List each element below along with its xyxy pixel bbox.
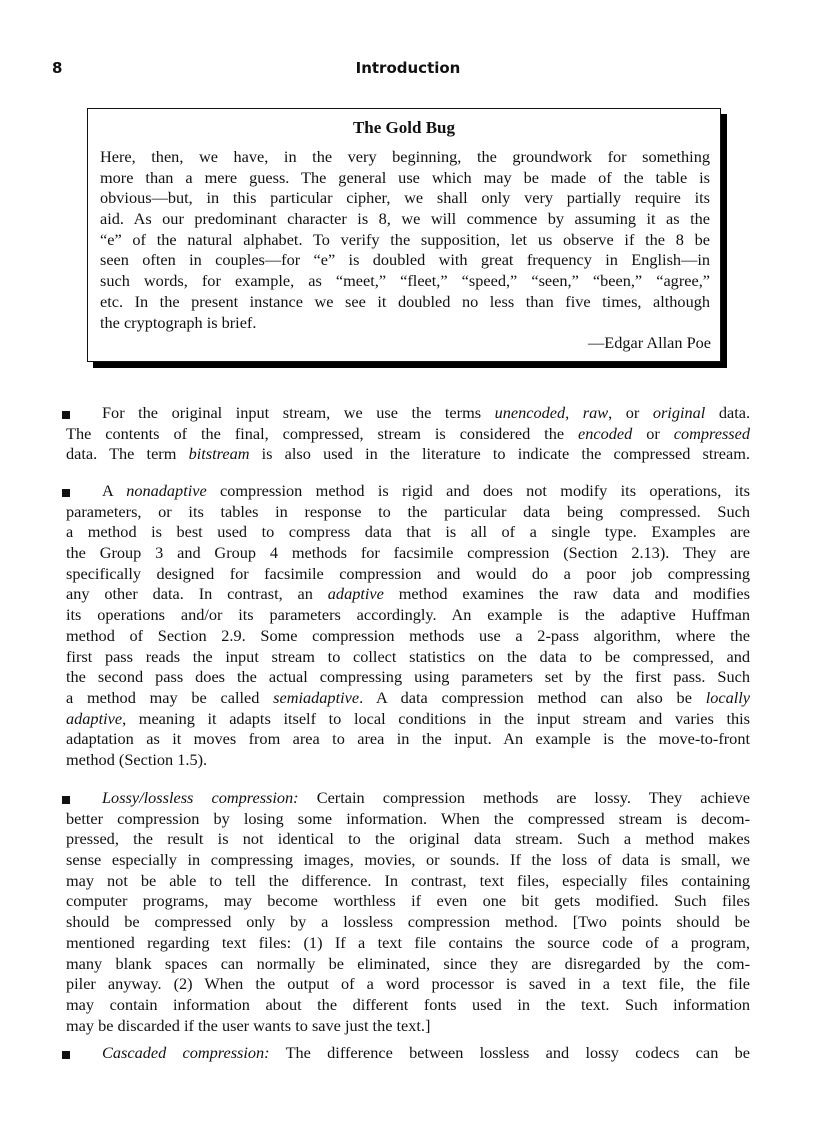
text-line — [100, 292, 710, 313]
text-run: mentioned regarding text files: (1) If a text file contains the source code of a program, — [66, 932, 750, 952]
text-run: many blank spaces can normally be eliminated, since they are disregarded by the com- — [66, 953, 750, 973]
text-line — [66, 522, 750, 543]
bullet-icon — [62, 1051, 70, 1059]
text-run: better compression by losing some information. When the compressed stream is decom- — [66, 808, 750, 828]
text-run: obvious—but, in this particular cipher, we shall only very partially require its — [100, 188, 710, 208]
text-run: the Group 3 and Group 4 methods for facsimile compression (Section 2.13). They are — [66, 543, 750, 563]
text-line — [66, 605, 750, 626]
text-run: pressed, the result is not identical to the original data stream. Such a method makes — [66, 829, 750, 849]
text-run: any other data. In contrast, an — [66, 584, 328, 604]
text-run: is also used in the literature to indicate the compressed stream. — [249, 444, 750, 464]
text-run: data. — [705, 403, 751, 422]
text-run: should be compressed only by a lossless compression method. [Two points should be — [66, 912, 750, 932]
text-run: method (Section 1.5). — [66, 749, 208, 769]
text-line — [100, 230, 710, 251]
text-run: A — [102, 481, 127, 500]
text-line — [66, 891, 750, 912]
text-line — [100, 271, 710, 292]
text-line — [66, 850, 750, 871]
text-run: adaptation as it moves from area to area in the input. An example is the move-to-front — [66, 729, 750, 749]
text-run: , meaning it adapts itself to local conditions in the input stream and varies this — [122, 708, 750, 728]
text-run: The difference between lossless and lossy codecs can be — [269, 1043, 750, 1062]
text-run: Certain compression methods are lossy. They achieve — [298, 788, 750, 807]
text-line — [66, 709, 750, 730]
bullet-icon — [62, 796, 70, 804]
text-line — [100, 168, 710, 189]
emphasis-text: semiadaptive — [273, 687, 360, 707]
text-line — [66, 933, 750, 954]
quote-title: The Gold Bug — [352, 118, 456, 137]
text-line — [66, 1016, 750, 1037]
text-run: , — [565, 403, 583, 422]
emphasis-text: nonadaptive — [126, 481, 207, 500]
emphasis-text: Cascaded compression: — [102, 1043, 270, 1062]
text-line — [66, 912, 750, 933]
text-line — [66, 809, 750, 830]
text-line — [66, 502, 750, 523]
emphasis-text: bitstream — [188, 444, 250, 464]
text-run: compression method is rigid and does not modify its operations, its — [206, 481, 750, 500]
text-run: The contents of the final, compressed, stream is considered the — [66, 423, 579, 443]
text-run: may not be able to tell the difference. In contrast, text files, especially files containing — [66, 870, 750, 890]
text-line — [66, 481, 750, 502]
text-line — [66, 444, 750, 465]
text-line — [66, 403, 750, 424]
text-line — [66, 688, 750, 709]
text-run: “e” of the natural alphabet. To verify the supposition, let us observe if the 8 be — [100, 229, 710, 249]
bullet-icon — [62, 411, 70, 419]
emphasis-text: encoded — [578, 423, 633, 443]
text-line — [66, 750, 750, 771]
text-line — [66, 1043, 750, 1064]
text-run: first pass reads the input stream to collect statistics on the data to be compressed, and — [66, 646, 750, 666]
emphasis-text: adaptive — [66, 708, 123, 728]
text-line — [66, 954, 750, 975]
text-run: . A data compression method can also be — [359, 687, 706, 707]
text-run: piler anyway. (2) When the output of a word processor is saved in a text file, the file — [66, 974, 750, 994]
page-number: 8 — [52, 59, 63, 77]
text-line — [66, 564, 750, 585]
bullet-icon — [62, 489, 70, 497]
text-run: etc. In the present instance we see it doubled no less than five times, although — [100, 291, 710, 311]
text-line — [66, 543, 750, 564]
text-run: or — [632, 423, 674, 443]
running-title: Introduction — [355, 59, 461, 77]
text-line — [66, 788, 750, 809]
text-run: seen often in couples—for “e” is doubled with great frequency in English—in — [100, 250, 710, 270]
text-run: the cryptograph is brief. — [100, 312, 257, 332]
paragraph-nonadaptive — [66, 481, 750, 771]
text-run: , or — [608, 403, 653, 422]
emphasis-text: raw — [582, 403, 609, 422]
text-line — [66, 974, 750, 995]
text-run: data. The term — [66, 444, 189, 464]
text-line — [66, 995, 750, 1016]
text-line — [100, 250, 710, 271]
text-run: more than a mere guess. The general use which may be made of the table is — [100, 167, 710, 187]
paragraph-unencoded-data — [66, 403, 750, 465]
text-run: Here, then, we have, in the very beginning, the groundwork for something — [100, 147, 710, 166]
quote-box — [87, 108, 721, 362]
text-run: computer programs, may become worthless if even one bit gets modified. Such files — [66, 891, 750, 911]
text-run: may contain information about the different fonts used in the text. Such information — [66, 994, 750, 1014]
emphasis-text: original — [652, 403, 706, 422]
emphasis-text: compressed — [673, 423, 751, 443]
text-run: a method may be called — [66, 687, 274, 707]
text-run: the second pass does the actual compressing using parameters set by the first pass. Such — [66, 667, 750, 687]
text-line — [66, 626, 750, 647]
emphasis-text: unencoded — [494, 403, 566, 422]
text-line — [66, 729, 750, 750]
quote-text — [100, 147, 710, 333]
emphasis-text: locally — [705, 687, 750, 707]
text-line — [100, 147, 710, 168]
text-line — [66, 871, 750, 892]
text-run: For the original input stream, we use the terms — [102, 403, 495, 422]
text-line — [66, 584, 750, 605]
emphasis-text: Lossy/lossless compression: — [102, 788, 299, 807]
quote-attribution: —Edgar Allan Poe — [588, 333, 711, 352]
text-line — [66, 647, 750, 668]
text-run: may be discarded if the user wants to save just the text.] — [66, 1015, 431, 1035]
text-run: its operations and/or its parameters accordingly. An example is the adaptive Huffman — [66, 605, 750, 625]
paragraph-lossy-lossless — [66, 788, 750, 1036]
text-line — [66, 829, 750, 850]
text-line — [100, 209, 710, 230]
text-run: a method is best used to compress data that is all of a single type. Examples are — [66, 522, 750, 542]
emphasis-text: adaptive — [327, 584, 384, 604]
text-run: sense especially in compressing images, movies, or sounds. If the loss of data is small, we — [66, 850, 750, 870]
text-line — [66, 424, 750, 445]
text-line — [100, 188, 710, 209]
text-run: method examines the raw data and modifies — [383, 584, 750, 604]
text-line — [66, 667, 750, 688]
text-run: aid. As our predominant character is 8, we will commence by assuming it as the — [100, 209, 710, 229]
paragraph-cascaded — [66, 1043, 750, 1064]
text-line — [100, 313, 710, 334]
text-run: specifically designed for facsimile compression and would do a poor job compressing — [66, 563, 750, 583]
text-run: method of Section 2.9. Some compression methods use a 2-pass algorithm, where the — [66, 625, 750, 645]
text-run: parameters, or its tables in response to the particular data being compressed. Such — [66, 501, 750, 521]
text-run: such words, for example, as “meet,” “fleet,” “speed,” “seen,” “been,” “agree,” — [100, 271, 710, 291]
